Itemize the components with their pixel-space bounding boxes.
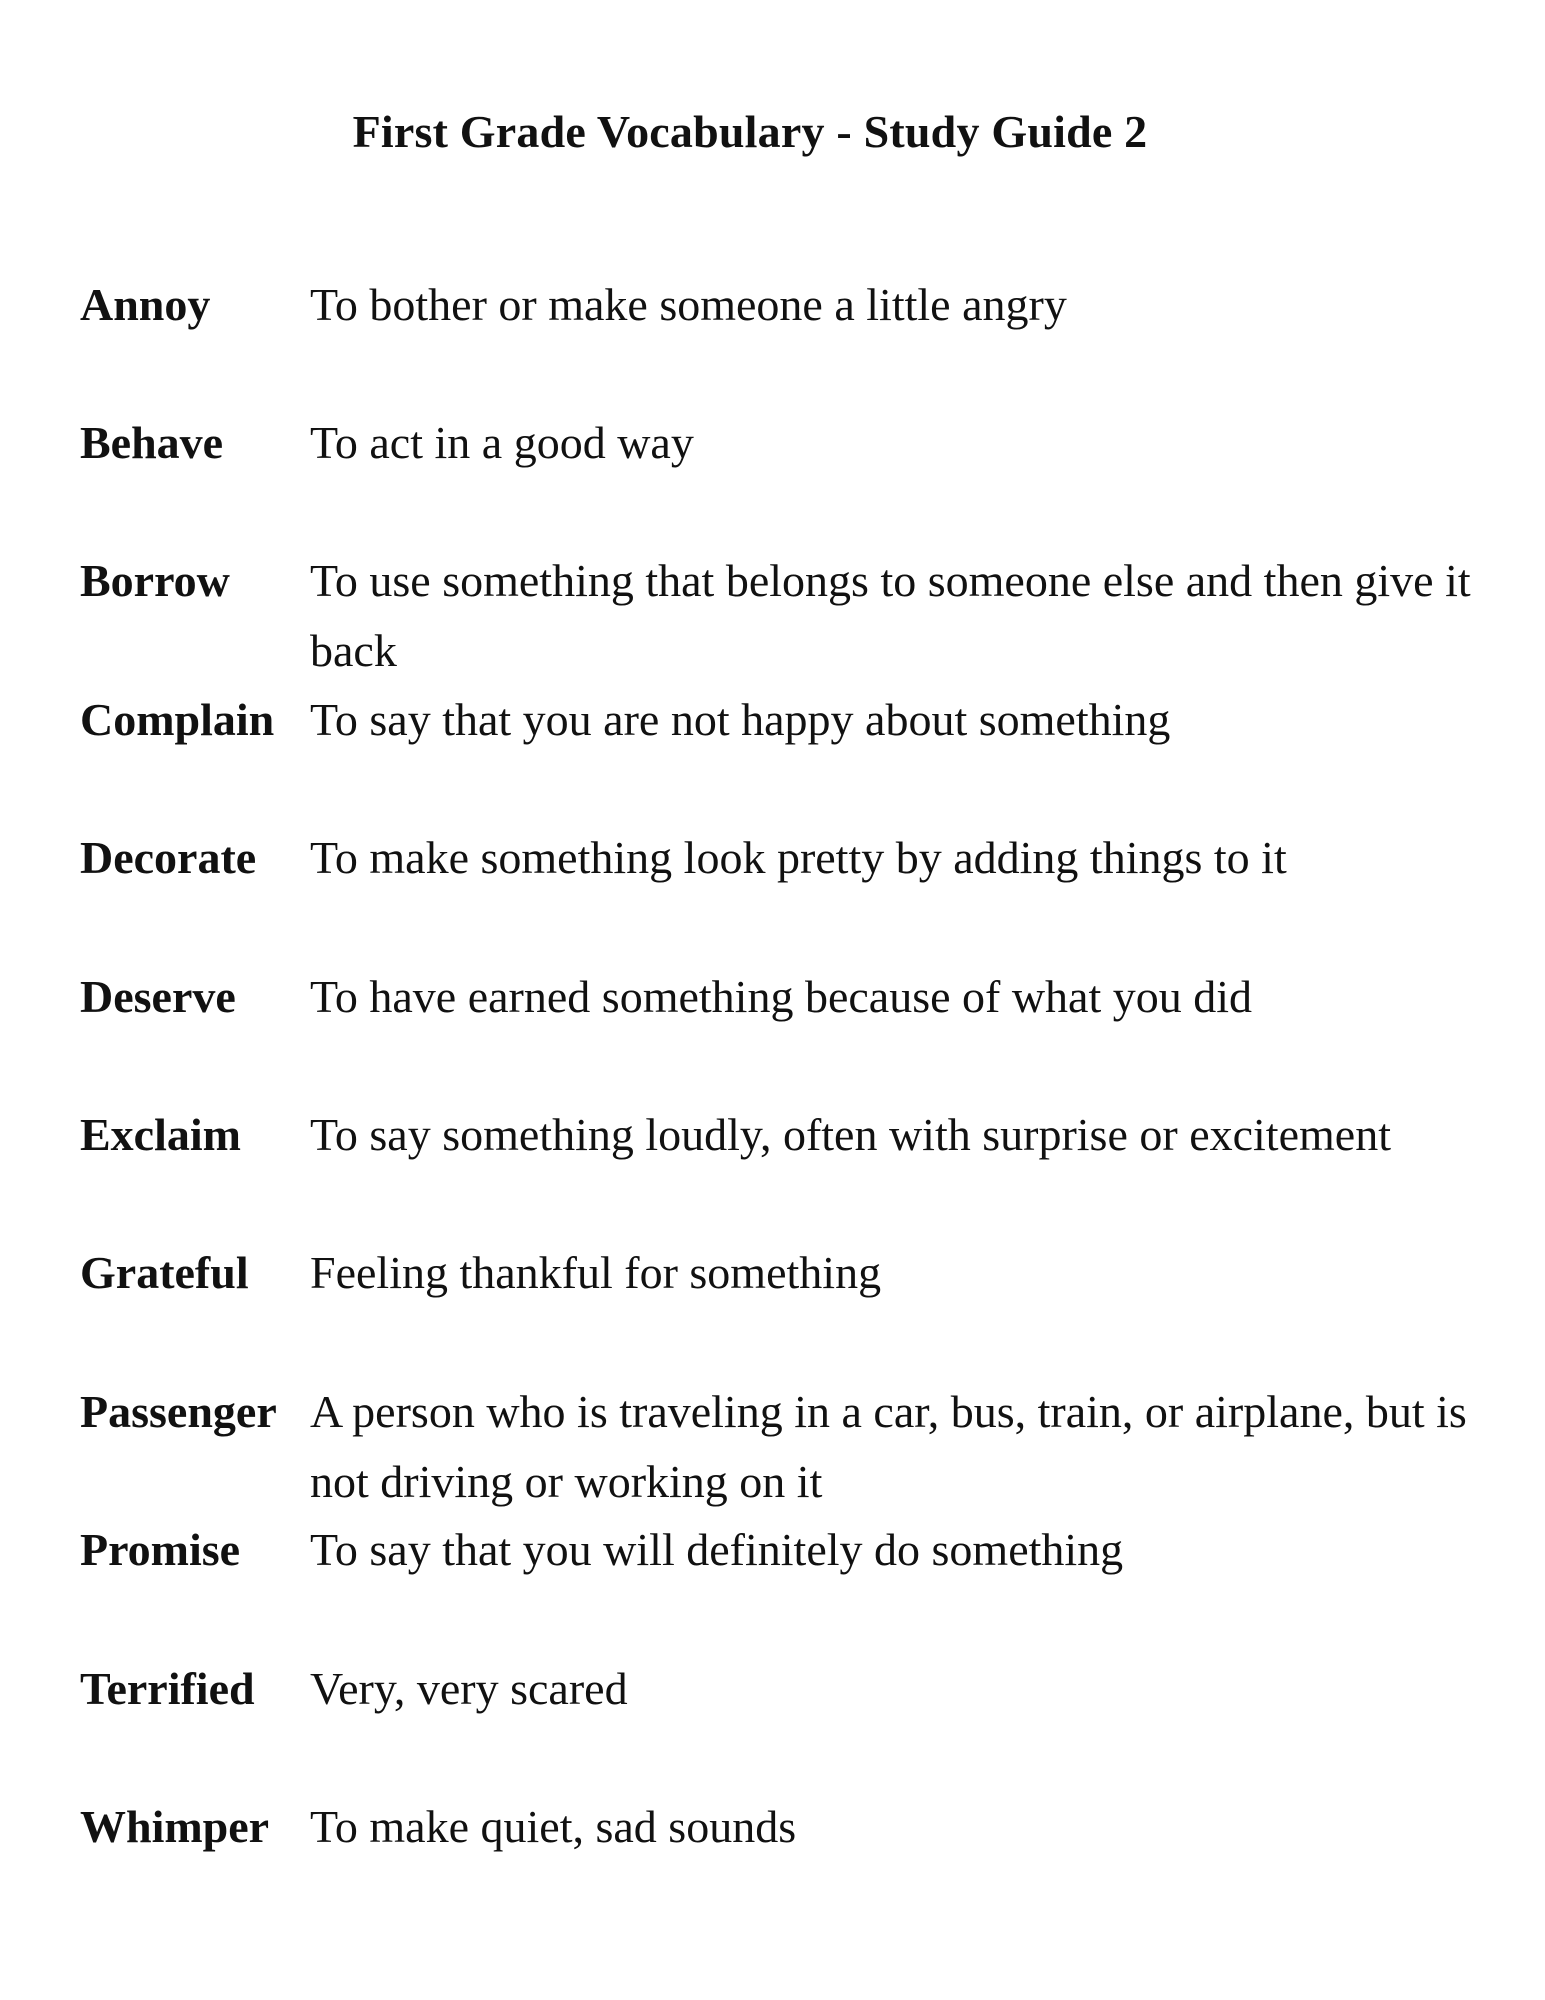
- vocab-term: Complain: [80, 694, 275, 745]
- vocab-term: Promise: [80, 1524, 241, 1575]
- vocab-term: Borrow: [80, 555, 230, 606]
- vocab-definition: A person who is traveling in a car, bus, train, or airplane, but is not driving or working on it: [310, 1386, 1467, 1507]
- vocab-definition: To say that you are not happy about something: [310, 694, 1171, 745]
- vocab-definition: Very, very scared: [310, 1663, 628, 1714]
- vocab-definition: To bother or make someone a little angry: [310, 279, 1067, 330]
- vocab-definition: To say something loudly, often with surprise or excitement: [310, 1109, 1391, 1160]
- vocab-term: Grateful: [80, 1247, 249, 1298]
- vocab-term: Exclaim: [80, 1109, 241, 1160]
- vocab-definition: To act in a good way: [310, 417, 694, 468]
- vocab-term: Passenger: [80, 1386, 277, 1437]
- vocab-definition: To use something that belongs to someone else and then give it back: [310, 555, 1471, 676]
- vocab-definition: To make something look pretty by adding things to it: [310, 832, 1287, 883]
- vocab-term: Whimper: [80, 1801, 270, 1852]
- vocab-term: Behave: [80, 417, 224, 468]
- vocab-definition: To say that you will definitely do something: [310, 1524, 1124, 1575]
- vocab-term: Decorate: [80, 832, 257, 883]
- vocab-definition: To make quiet, sad sounds: [310, 1801, 797, 1852]
- page-title: First Grade Vocabulary - Study Guide 2: [352, 106, 1148, 157]
- vocab-term: Annoy: [80, 279, 211, 330]
- vocab-definition: Feeling thankful for something: [310, 1247, 882, 1298]
- vocab-term: Terrified: [80, 1663, 255, 1714]
- vocab-definition: To have earned something because of what you did: [310, 971, 1253, 1022]
- vocab-term: Deserve: [80, 971, 236, 1022]
